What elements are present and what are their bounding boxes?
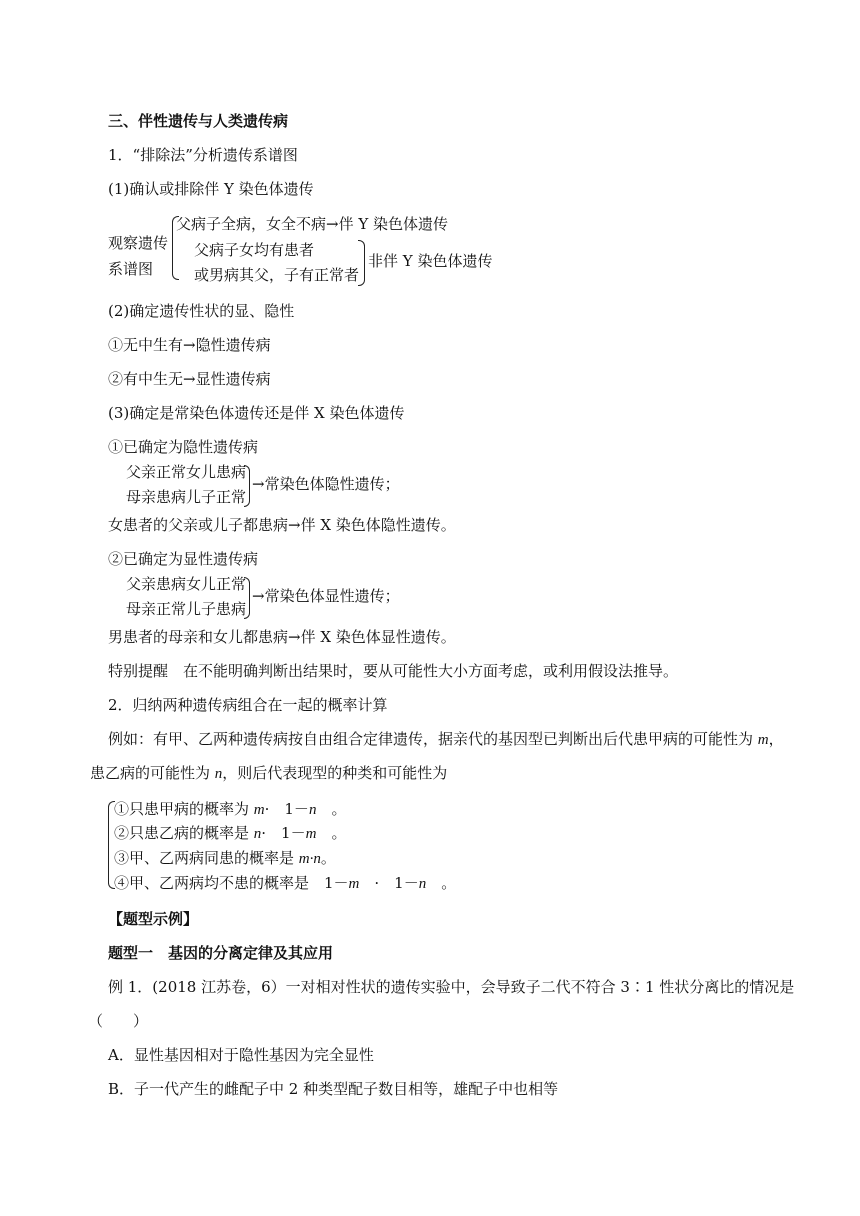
sub2-heading: (2)确定遗传性状的显、隐性 [108, 302, 295, 320]
rule-1: ①无中生有→隐性遗传病 [108, 336, 271, 354]
option-b: B．子一代产生的雌配子中 2 种类型配子数目相等，雄配子中也相等 [108, 1080, 559, 1098]
probability-4: ④甲、乙两病均不患的概率是 1－m · 1－n 。 [114, 874, 457, 892]
example-line-1: 例如：有甲、乙两种遗传病按自由组合定律遗传，据亲代的基因型已判断出后代患甲病的可能性为 m， [108, 730, 784, 748]
dominant-title: ②已确定为显性遗传病 [108, 550, 259, 568]
item1-heading: 1．“排除法”分析遗传系谱图 [108, 146, 298, 164]
recessive-case-a: 父亲正常女儿患病 [126, 463, 247, 481]
probability-3: ③甲、乙两病同患的概率是 m·n。 [114, 849, 336, 867]
observe-label-1: 观察遗传 [108, 234, 169, 252]
dominant-brace [244, 577, 250, 619]
option-a: A．显性基因相对于隐性基因为完全显性 [108, 1046, 374, 1064]
sub3-heading: (3)确定是常染色体遗传还是伴 X 染色体遗传 [108, 404, 405, 422]
recessive-result: →常染色体隐性遗传； [252, 475, 400, 493]
dominant-case-a: 父亲患病女儿正常 [126, 575, 247, 593]
dominant-result: →常染色体显性遗传； [252, 587, 400, 605]
sub1-heading: (1)确认或排除伴 Y 染色体遗传 [108, 180, 314, 198]
question-1-line-1: 例 1．(2018 江苏卷，6）一对相对性状的遗传实验中，会导致子二代不符合 3∶1 性状分离比的情况是 [108, 978, 795, 996]
y-case-2a: 父病子女均有患者 [194, 241, 315, 259]
rule-2: ②有中生无→显性遗传病 [108, 370, 271, 388]
special-tip: 特别提醒 在不能明确判断出结果时，要从可能性大小方面考虑，或利用假设法推导。 [108, 662, 679, 680]
recessive-title: ①已确定为隐性遗传病 [108, 438, 259, 456]
type1-heading: 题型一 基因的分离定律及其应用 [108, 944, 334, 962]
y-case-2b: 或男病其父，子有正常者 [194, 266, 360, 284]
examples-heading: 【题型示例】 [108, 910, 199, 928]
recessive-x: 女患者的父亲或儿子都患病→伴 X 染色体隐性遗传。 [108, 516, 456, 534]
y-case-1: 父病子全病，女全不病→伴 Y 染色体遗传 [176, 215, 449, 233]
probability-2: ②只患乙病的概率是 n· 1－m 。 [114, 824, 347, 842]
recessive-case-b: 母亲患病儿子正常 [126, 488, 247, 506]
section-title: 三、伴性遗传与人类遗传病 [108, 112, 289, 130]
observe-label-2: 系谱图 [108, 260, 154, 278]
probability-1: ①只患甲病的概率为 m· 1－n 。 [114, 800, 347, 818]
right-brace [358, 240, 365, 286]
dominant-case-b: 母亲正常儿子患病 [126, 600, 247, 618]
y-result-2: 非伴 Y 染色体遗传 [368, 252, 493, 270]
example-line-2: 患乙病的可能性为 n，则后代表现型的种类和可能性为 [90, 764, 448, 782]
question-1-line-2: （ ） [88, 1012, 149, 1030]
recessive-brace [244, 465, 250, 507]
item2-heading: 2．归纳两种遗传病组合在一起的概率计算 [108, 696, 388, 714]
dominant-x: 男患者的母亲和女儿都患病→伴 X 染色体显性遗传。 [108, 628, 456, 646]
